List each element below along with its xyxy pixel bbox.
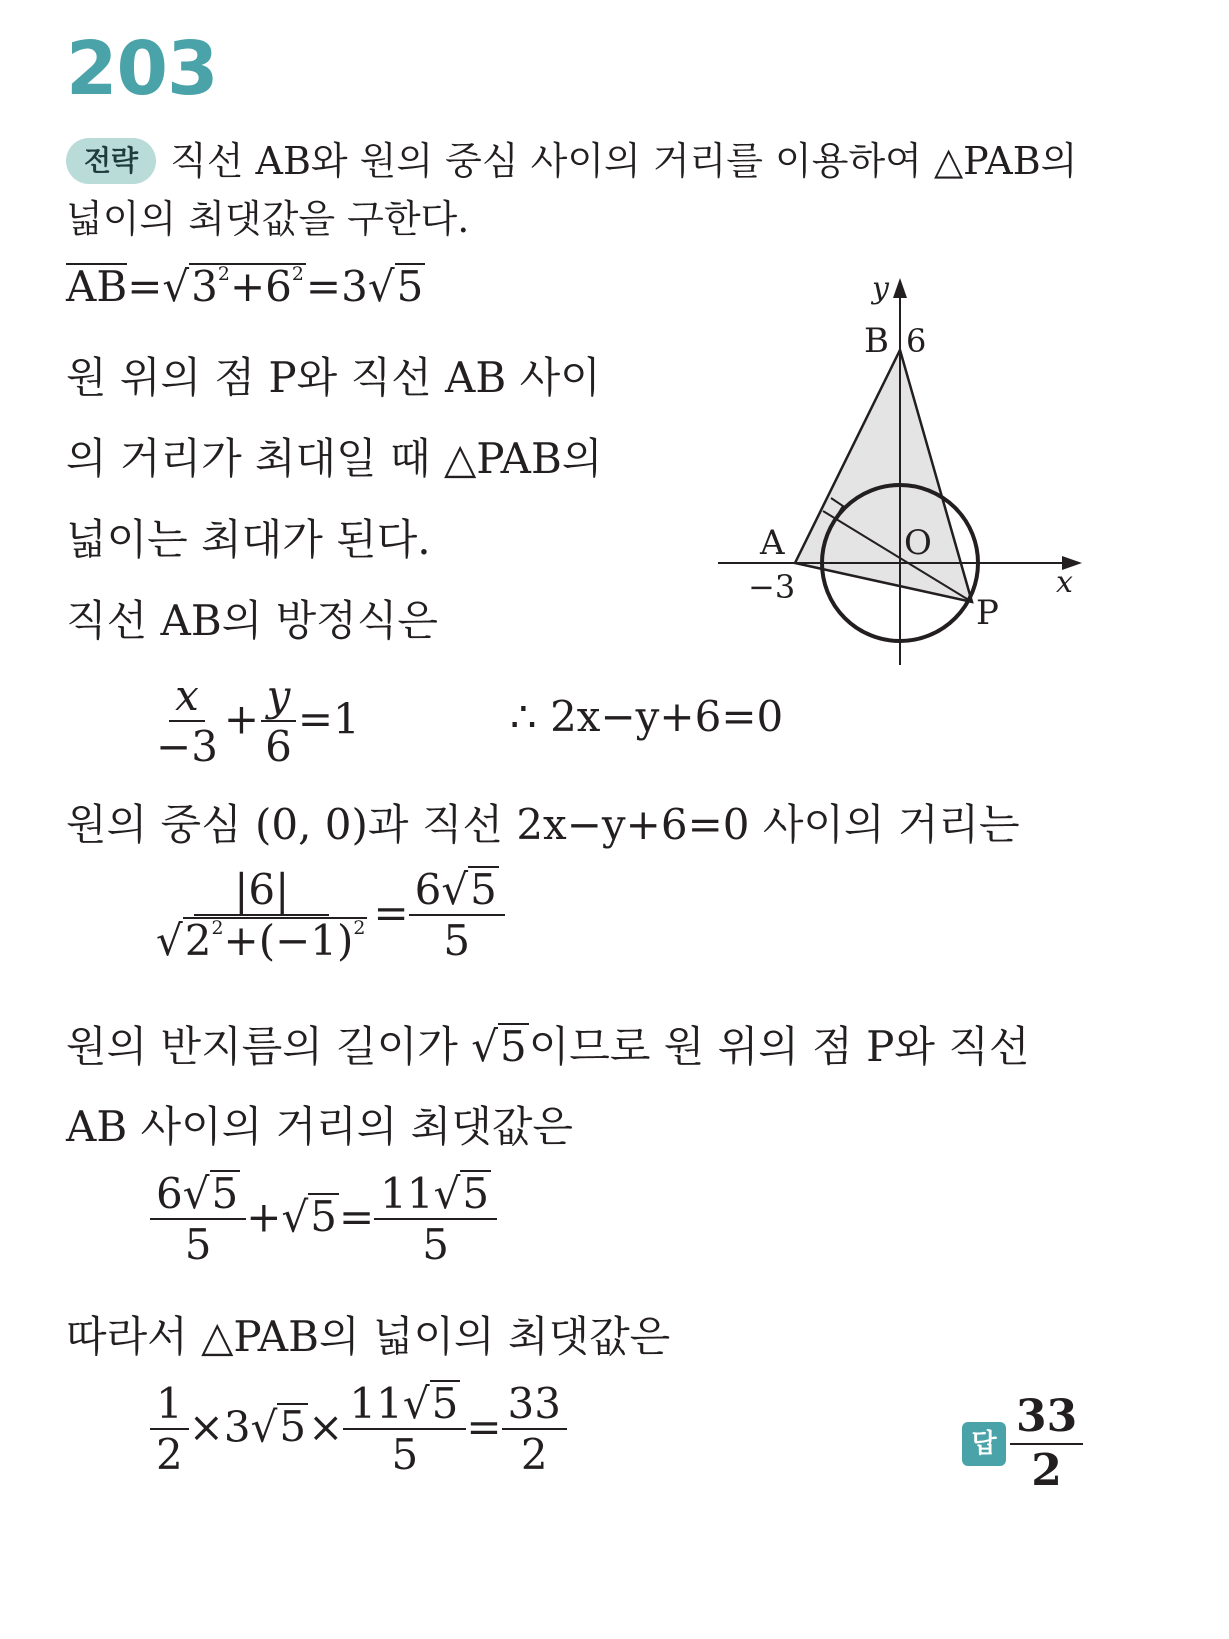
strategy-badge: 전략 [66,138,156,184]
exponent: 2 [291,263,304,286]
radicand [183,916,368,966]
radicand: 5 [279,1402,307,1452]
line-equation-result: ∴ 2x−y+6=0 [510,692,784,741]
numerator: 33 [1010,1392,1083,1445]
point-a-label: A [760,523,785,563]
max-distance-formula [150,1170,497,1271]
paragraph-5: 원의 중심 (0, 0)과 직선 2x−y+6=0 사이의 거리는 [66,800,1020,849]
origin-label: O [904,523,932,563]
equals-sign: = [338,1192,375,1242]
paragraph-2: 의 거리가 최대일 때 △PAB의 [66,434,603,483]
denominator: 5 [443,916,471,966]
text: 원의 반지름의 길이가 [66,1022,472,1071]
segment-ab: AB [66,262,128,311]
term: +6 [229,262,292,311]
radical-sign: √ [281,1192,309,1242]
base: 3 [191,262,218,311]
area-formula [150,1380,567,1481]
radicand: 5 [462,1169,490,1218]
radical-sign: √ [402,1379,430,1428]
radicand: 5 [499,1022,527,1071]
numerator [409,866,505,916]
term: +(−1) [223,916,354,966]
coefficient: 6 [414,865,442,914]
fraction-y-over-6 [259,672,298,773]
denominator: 6 [265,722,292,772]
radicand [189,263,306,309]
fraction-result [374,1170,497,1271]
numerator [374,1170,497,1220]
radical-sign: √ [156,916,183,966]
paragraph-1: 원 위의 점 P와 직선 AB 사이 [66,353,601,402]
radicand: 5 [211,1169,239,1218]
strategy-line-1: 직선 AB와 원의 중심 사이의 거리를 이용하여 △PAB의 [170,139,1078,183]
numerator: 33 [502,1380,567,1430]
coefficient: 11 [349,1379,403,1428]
paragraph-3: 넓이는 최대가 된다. [66,515,431,564]
fraction [150,1170,246,1271]
distance-fraction [150,866,373,967]
fraction-half [150,1380,189,1481]
numerator: |6| [194,866,329,916]
radicand: 5 [396,262,424,311]
plus-sign: + [223,694,260,744]
ab-length-line [66,262,425,311]
denominator: 5 [422,1220,449,1270]
point-b-value: 6 [906,322,927,360]
equals-sign: = [373,888,409,938]
answer-value [1010,1392,1083,1497]
plus-sign: + [246,1192,282,1242]
fraction-x-over-neg3 [150,672,224,773]
answer-fraction [1010,1392,1083,1497]
x-axis-label: x [1056,565,1073,600]
problem-number: 203 [66,26,218,112]
radical-sign: √ [367,262,395,311]
distance-formula [150,866,505,967]
radical-sign: √ [182,1169,210,1218]
ab-result: =3 [305,262,368,311]
denominator: 5 [184,1220,212,1270]
numerator [343,1380,466,1430]
paragraph-8: 따라서 △PAB의 넓이의 최댓값은 [66,1312,671,1361]
radicand: 5 [310,1192,337,1242]
coordinate-figure [700,260,1100,680]
radical-sign: √ [433,1169,461,1218]
radical-sign: √ [250,1402,278,1452]
distance-result [409,866,505,967]
y-axis-label: y [872,271,889,306]
numerator: y [261,672,297,722]
radicand: 5 [470,865,497,914]
fraction [343,1380,466,1481]
denominator: 5 [391,1430,419,1480]
text: 이므로 원 위의 점 P와 직선 [528,1022,1030,1071]
times-term: ×3 [188,1402,251,1452]
radicand: 5 [431,1379,459,1428]
denominator: 2 [156,1430,183,1480]
equals-sign: = [466,1402,502,1452]
numerator [150,1170,246,1220]
point-b-label: B [864,321,889,361]
denominator: 2 [1031,1444,1062,1496]
fraction-result [502,1380,567,1481]
times-sign: × [308,1402,344,1452]
numerator: x [169,672,205,722]
exponent: 2 [353,917,366,940]
paragraph-7: AB 사이의 거리의 최댓값은 [66,1102,573,1151]
base: 2 [184,916,212,966]
radical-sign: √ [471,1022,498,1071]
coefficient: 11 [380,1169,434,1218]
radical-sign: √ [162,262,190,311]
coefficient: 6 [156,1169,183,1218]
radical-sign: √ [441,865,469,914]
exponent: 2 [217,263,230,286]
answer-badge: 답 [962,1422,1006,1466]
paragraph-4: 직선 AB의 방정식은 [66,596,438,645]
denominator: −3 [156,722,218,772]
y-axis-arrow [893,278,907,298]
rhs: =1 [297,694,360,744]
strategy-line-2: 넓이의 최댓값을 구한다. [66,197,470,241]
point-a-value: −3 [748,568,796,606]
paragraph-6 [66,1014,1029,1074]
denominator: 2 [520,1430,548,1480]
exponent: 2 [211,917,224,940]
equals-sign: = [127,262,163,311]
line-equation [150,672,360,773]
numerator: 1 [150,1380,189,1430]
point-p-label: P [976,593,999,633]
denominator [150,916,373,966]
